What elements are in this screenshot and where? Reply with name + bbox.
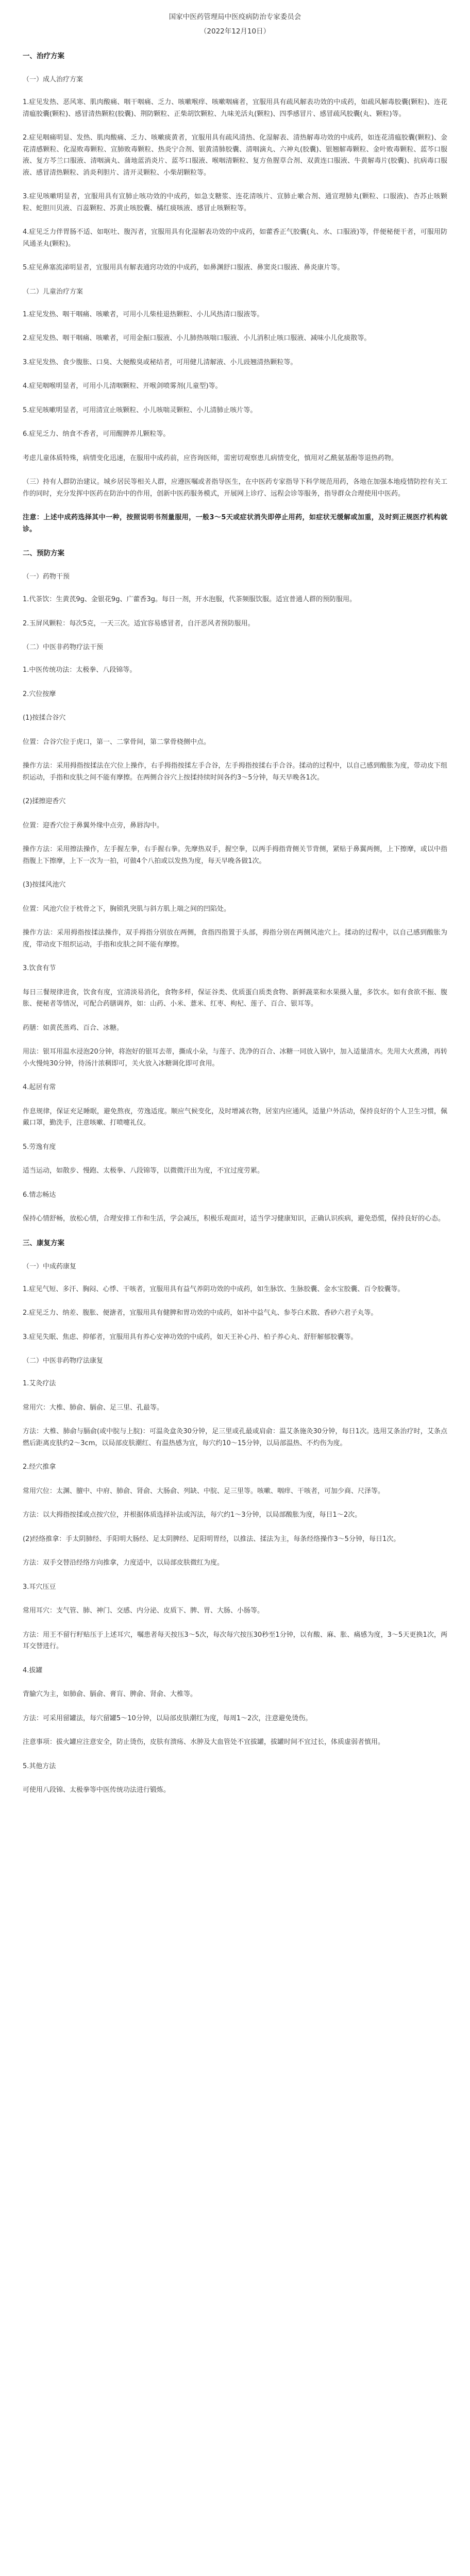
paragraph: 药膳：如黄芪蒸鸡、百合、冰糖。 xyxy=(23,1024,124,1032)
paragraph: 方法：双手交替沿经络方向推拿，力度适中，以局部皮肤微红为度。 xyxy=(23,1559,224,1567)
subsection-heading: （二）中医非药物疗法康复 xyxy=(23,1357,104,1365)
paragraph: 2.症见咽痛明显、发热、肌肉酸痛、乏力、咳嗽痰黄者，宜服用具有疏风清热、化湿解表、清热解毒功效的中成药，如连花清瘟胶囊(颗粒)、金花清感颗粒、化湿败毒颗粒、宣肺败毒颗粒、热炎宁合剂、银黄清肺胶囊、清咽滴丸、六神丸(胶囊)、银翘解毒颗粒、金叶败毒颗粒、蓝芩口服液、复方芩兰口服液、清咽滴丸、蒲地蓝消炎片、蓝芩口服液、喉咽清颗粒、复方鱼腥草合剂、双黄连口服液、牛黄解毒片(胶囊)、抗病毒口服液、感冒清热颗粒、消炎利胆片、清开灵颗粒、小柴胡颗粒等。 xyxy=(23,134,447,177)
paragraph: 考虑儿童体质特殊，病情变化迅速，在服用中成药前，应咨询医师，需密切观察患儿病情变化，慎用对乙酰氨基酚等退热药物。 xyxy=(23,454,398,462)
paragraph: 操作方法：采用拇指按揉法在穴位上操作，右手拇指按揉左手合谷，左手拇指按揉右手合谷。揉动的过程中，以自己感到酸胀为度，带动皮下组织运动，手指和皮肤之间不能有摩擦。在两侧合谷穴上按揉持续时间各约3～5分钟，每天早晚各1次。 xyxy=(23,762,447,782)
paragraph: 常用穴位：太渊、膻中、中府、肺俞、肾俞、大肠俞、列缺、中脘、足三里等。咳嗽、咽痒、干咳者，可加少商、尺泽等。 xyxy=(23,1487,385,1495)
paragraph: 常用穴：大椎、肺俞、膈俞、足三里、孔最等。 xyxy=(23,1403,164,1412)
paragraph: 操作方法：采用擦法操作，左手握左拳，右手握右拳。先摩热双手，握空拳，以两手拇指背侧关节背侧，紧贴于鼻翼两侧，上下擦摩，或以中指指腹上下擦摩，上下一次为一拍，可做4个八拍或以发热为度，每天早晚各做1次。 xyxy=(23,845,447,865)
paragraph: 5.其他方法 xyxy=(23,1762,56,1770)
paragraph: 适当运动，如散步、慢跑、太极拳、八段锦等，以微微汗出为度，不宜过度劳累。 xyxy=(23,1167,264,1175)
paragraph: 5.症见咳嗽明显者，可用清宣止咳颗粒、小儿咳喘灵颗粒、小儿清肺止咳片等。 xyxy=(23,406,257,414)
subsection-heading: （一）中成药康复 xyxy=(23,1262,77,1270)
paragraph: 背腧穴为主，如肺俞、膈俞、膏肓、脾俞、肾俞、大椎等。 xyxy=(23,1690,197,1698)
paragraph: 1.症见发热、咽干咽痛、咳嗽者，可用小儿柴桂退热颗粒、小儿风热清口服液等。 xyxy=(23,310,264,318)
paragraph: 1.中医传统功法：太极拳、八段锦等。 xyxy=(23,666,137,674)
subsection-heading: （一）药物干预 xyxy=(23,573,70,581)
notice-paragraph: 注意：上述中成药选择其中一种，按照说明书剂量服用，一般3～5天或症状消失即停止用药，如症状无缓解或加重，及时到正规医疗机构就诊。 xyxy=(23,514,447,533)
paragraph: 方法：以大拇指按揉或点按穴位，并根据体质选择补法或泻法，每穴约1～3分钟，以局部酸胀为度，每日1～2次。 xyxy=(23,1511,362,1519)
subsection-heading: （二）儿童治疗方案 xyxy=(23,287,83,296)
document-body xyxy=(23,50,447,1797)
subsection-heading: （一）成人治疗方案 xyxy=(23,76,83,83)
paragraph: 方法：用王不留行籽贴压于上述耳穴，嘱患者每天按压3～5次，每次每穴按压30秒至1分钟，以有酸、麻、胀、痛感为度，3～5天更换1次，两耳交替进行。 xyxy=(23,1631,447,1650)
paragraph: 4.症见咽喉明显者，可用小儿清咽颗粒、开喉剑喷雾剂(儿童型)等。 xyxy=(23,382,222,390)
paragraph: 2.经穴推拿 xyxy=(23,1463,56,1471)
paragraph: 可使用八段锦、太极拳等中医传统功法进行锻炼。 xyxy=(23,1786,171,1794)
paragraph: 方法：可采用留罐法，每穴留罐5～10分钟，以局部皮肤潮红为度，每周1～2次，注意避免烫伤。 xyxy=(23,1714,312,1722)
document-title: 国家中医药管理局中医疫病防治专家委员会 xyxy=(169,13,301,21)
paragraph: 5.劳逸有度 xyxy=(23,1143,56,1151)
paragraph: 作息规律，保证充足睡眠，避免熬夜，劳逸适度。顺应气候变化，及时增减衣物，居室内应通风，适量户外活动，保持良好的个人卫生习惯，佩戴口罩，勤洗手，注意咳嗽、打喷嚏礼仪。 xyxy=(23,1107,447,1127)
paragraph: 常用耳穴：支气管、肺、神门、交感、内分泌、皮质下、脾、胃、大肠、小肠等。 xyxy=(23,1607,264,1615)
paragraph: 3.饮食有节 xyxy=(23,964,56,972)
paragraph: 注意事项：拔火罐应注意安全，防止烫伤，皮肤有溃疡、水肿及大血管处不宜拔罐，拔罐时间不宜过长，体质虚弱者慎用。 xyxy=(23,1738,385,1746)
paragraph: (3)按揉风池穴 xyxy=(23,881,66,889)
paragraph: 位置：合谷穴位于虎口，第一、二掌骨间，第二掌骨桡侧中点。 xyxy=(23,738,211,746)
paragraph: 2.玉屏风颗粒：每次5克，一天三次。适宜容易感冒者，自汗恶风者预防服用。 xyxy=(23,619,255,628)
paragraph: 6.症见乏力、纳食不香者，可用醒脾养儿颗粒等。 xyxy=(23,430,170,438)
paragraph: (1)按揉合谷穴 xyxy=(23,714,66,722)
paragraph: 2.穴位按摩 xyxy=(23,690,56,698)
paragraph: 每日三餐规律进食，饮食有度，宜清淡易消化，食物多样，保证谷类、优质蛋白质类食物、新鲜蔬菜和水果摄入量，多饮水。如有食欲不振、腹胀、便秘者等情况，可配合药膳调养，如：山药、小米、薏米、红枣、枸杞、莲子、百合、银耳等。 xyxy=(23,988,447,1008)
section-heading: 三、康复方案 xyxy=(23,1239,64,1247)
paragraph: 3.症见失眠、焦虑、抑郁者，宜服用具有养心安神功效的中成药，如天王补心丹、柏子养心丸、舒肝解郁胶囊等。 xyxy=(23,1333,358,1341)
paragraph: 3.症见咳嗽明显者，宜服用具有宣肺止咳功效的中成药，如急支糖浆、连花清咳片、宣肺止嗽合剂、通宣理肺丸(颗粒、口服液)、杏苏止咳颗粒、蛇胆川贝液、百蕊颗粒、苏黄止咳胶囊、橘红痰咳液、感冒止咳颗粒等。 xyxy=(23,193,447,212)
paragraph: 方法：大椎、肺俞与膈俞(或中脘与上脘)：可温灸盒灸30分钟，足三里或孔最或肩俞：温艾条施灸30分钟，每日1次。选用艾条治疗时，艾条点燃后距离皮肤约2～3cm，以局部皮肤潮红、有温热感为宜，每穴约10～15分钟，以局部温热、不灼伤为度。 xyxy=(23,1428,447,1447)
paragraph: 3.症见发热、食少腹胀、口臭、大便酸臭或秘结者，可用健儿清解液、小儿豉翘清热颗粒等。 xyxy=(23,358,297,366)
paragraph: 5.症见鼻塞流涕明显者，宜服用具有解表通窍功效的中成药，如鼻渊舒口服液、鼻窦炎口服液、鼻炎康片等。 xyxy=(23,264,344,272)
paragraph: 2.症见乏力、纳差、腹胀、便溏者，宜服用具有健脾和胃功效的中成药，如补中益气丸、参苓白术散、香砂六君子丸等。 xyxy=(23,1309,378,1317)
paragraph: 4.拔罐 xyxy=(23,1666,43,1674)
paragraph: 1.代茶饮：生黄芪9g、金银花9g、广藿香3g。每日一剂，开水泡服，代茶频服饮服。适宜普通人群的预防服用。 xyxy=(23,596,356,603)
paragraph: 位置：迎香穴位于鼻翼外缘中点旁，鼻唇沟中。 xyxy=(23,821,164,829)
paragraph: 操作方法：采用拇指按揉法操作，双手拇指分别放在两侧，食指四指置于头部，拇指分别在两侧风池穴上。揉动的过程中，以自己感到酸胀为度，带动皮下组织运动，手指和皮肤之间不能有摩擦。 xyxy=(23,929,447,948)
paragraph: (2)经络推拿：手太阴肺经、手阳明大肠经、足太阴脾经、足阳明胃经，以推法、揉法为主，每条经络操作3～5分钟，每日1次。 xyxy=(23,1535,400,1543)
paragraph: 保持心情舒畅，放松心情，合理安排工作和生活，学会减压，积极乐观面对，适当学习健康知识，正确认识疾病，避免恐慌，保持良好的心态。 xyxy=(23,1215,445,1223)
paragraph: 2.症见发热、咽干咽痛、咳嗽者，可用金振口服液、小儿肺热咳喘口服液、小儿消积止咳口服液、减味小儿化痰散等。 xyxy=(23,334,371,342)
paragraph: (2)揉擦迎香穴 xyxy=(23,798,66,805)
paragraph: 1.艾灸疗法 xyxy=(23,1380,56,1387)
paragraph: 1.症见气短、多汗、胸闷、心悸、干咳者，宜服用具有益气养阴功效的中成药，如生脉饮、生脉胶囊、金水宝胶囊、百令胶囊等。 xyxy=(23,1285,405,1293)
paragraph: 4.症见乏力伴胃肠不适、如呕吐、腹泻者，宜服用具有化湿解表功效的中成药，如藿香正气胶囊(丸、水、口服液)等，伴便秘便干者，可服用防风通圣丸(颗粒)。 xyxy=(23,228,447,248)
paragraph: 1.症见发热、恶风寒、肌肉酸痛、咽干咽痛、乏力、咳嗽喉痒、咳嗽咽痛者，宜服用具有疏风解表功效的中成药，如疏风解毒胶囊(颗粒)、连花清瘟胶囊(颗粒)、感冒清热颗粒(胶囊)、荆防颗粒、正柴胡饮颗粒、九味羌活丸(颗粒)、四季感冒片、感冒疏风胶囊(丸、颗粒)等。 xyxy=(23,98,447,118)
section-heading: 二、预防方案 xyxy=(23,549,64,557)
section-heading: 一、治疗方案 xyxy=(23,52,64,60)
paragraph: 位置：风池穴位于枕骨之下，胸锁乳突肌与斜方肌上端之间的凹陷处。 xyxy=(23,905,231,913)
paragraph: 4.起居有常 xyxy=(23,1083,56,1091)
subsection-heading: （二）中医非药物疗法干预 xyxy=(23,643,104,651)
document-date: （2022年12月10日） xyxy=(199,27,271,36)
paragraph: 6.情志畅达 xyxy=(23,1191,56,1199)
paragraph: （三）持有人群防治建议。城乡居民等相关人群，应遵医嘱或者指导医生，在中医药专家指导下科学规范用药，各地在加强本地疫情防控有关工作的同时，充分发挥中医药在防治中的作用，创新中医药服务模式，开展网上诊疗、远程会诊等服务，指导群众合理使用中医药。 xyxy=(23,478,447,498)
paragraph: 用法：银耳用温水浸泡20分钟，将泡好的银耳去蒂，撕成小朵，与莲子、洗净的百合、冰糖一同放入锅中，加入适量清水。先用大火煮沸，再转小火慢炖30分钟，待汤汁浓稠即可，关火放入冰糖调化即可食用。 xyxy=(23,1048,447,1067)
paragraph: 3.耳穴压豆 xyxy=(23,1583,56,1591)
